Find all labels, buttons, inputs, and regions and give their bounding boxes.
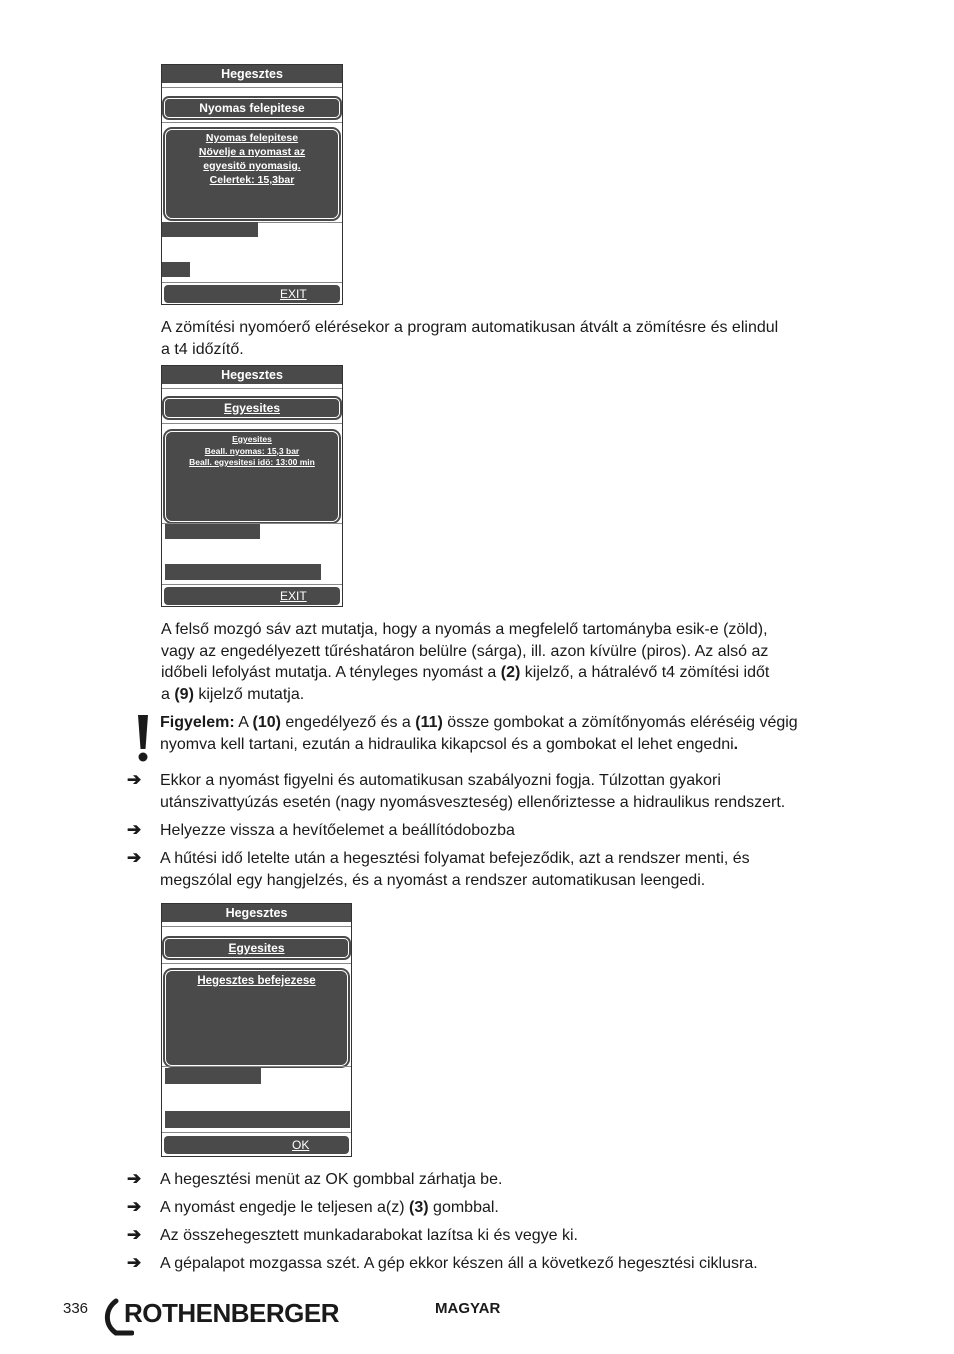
brand-logo: ROTHENBERGER [124, 1298, 340, 1328]
message-line: Beall. egyesitesi idö: 13:00 min [189, 457, 315, 467]
reference-number: (3) [409, 1199, 429, 1216]
pressure-bar [165, 1068, 261, 1084]
text-line: a t4 időzítő. [161, 340, 244, 358]
arrow-bullet-icon: ➔ [127, 1197, 142, 1216]
bullet-item: A gépalapot mozgassa szét. A gép ekkor készen áll a következő hegesztési ciklusra. [160, 1255, 758, 1272]
exclamation-icon [136, 713, 150, 763]
message-box [165, 129, 339, 219]
bullet-item [160, 770, 785, 813]
exit-label: EXIT [280, 589, 307, 603]
pressure-bar [162, 222, 258, 237]
exit-button[interactable] [164, 285, 340, 303]
warning-label: Figyelem: [160, 714, 235, 731]
message-line: Növelje a nyomast az [198, 146, 306, 158]
menu-item-joining[interactable]: Egyesites [164, 938, 349, 958]
message-line: Nyomas felepitese [205, 132, 299, 144]
text-run: nyomva kell tartani, ezután a hidraulika kikapcsol és a gombokat el lehet engedni [160, 735, 734, 753]
menu-item-joining[interactable]: Egyesites [164, 398, 340, 418]
arrow-bullet-icon: ➔ [127, 1169, 142, 1188]
exit-button[interactable] [164, 587, 340, 605]
message-line: Beall. nyomas: 15,3 bar [204, 445, 300, 456]
text-line: megszólal egy hangjelzés, és a nyomást a rendszer automatikusan leengedi. [160, 871, 706, 889]
menu-item-pressure-buildup[interactable]: Nyomas felepitese [164, 98, 340, 118]
screen-title: Hegesztes [162, 366, 342, 384]
text-run: kijelző mutatja. [193, 685, 305, 703]
text-run: gombbal. [428, 1199, 499, 1216]
message-box [165, 431, 339, 522]
page-number: 336 [63, 1300, 89, 1317]
time-bar [165, 564, 321, 580]
message-line: egyesitö nyomasig. [203, 160, 301, 172]
reference-number: (9) [174, 685, 194, 703]
bullet-item: Helyezze vissza a hevítőelemet a beállítódobozba [160, 822, 515, 839]
text-line: utánszivattyúzás esetén (nagy nyomásveszteség) ellenőriztesse a hidraulikus rendszert. [160, 793, 786, 811]
ok-button[interactable] [164, 1136, 349, 1154]
text-line: vagy az engedélyezett tűréshatáron belülre (sárga), ill. azon kívülre (piros). Az alsó az [161, 642, 769, 660]
arrow-bullet-icon: ➔ [127, 820, 142, 839]
warning-note [160, 712, 798, 755]
bullet-item [160, 1197, 499, 1219]
text-run: A nyomást engedje le teljesen a(z) [160, 1199, 410, 1216]
reference-number: (11) [415, 714, 443, 731]
text-run: . [733, 735, 739, 753]
text-run: időbeli lefolyást mutatja. A tényleges nyomást a [161, 664, 501, 681]
device-screen-joining [161, 365, 343, 607]
device-screen-pressure-buildup [161, 64, 343, 305]
pressure-bar [165, 524, 260, 539]
language-label: MAGYAR [435, 1300, 501, 1317]
time-bar [165, 1111, 350, 1128]
arrow-bullet-icon: ➔ [127, 1253, 142, 1272]
bullet-item: A hegesztési menüt az OK gombbal zárhatja be. [160, 1171, 503, 1188]
text-run: engedélyező és a [280, 714, 416, 731]
message-line: Egyesites [232, 434, 272, 444]
device-screen-welding-finished [161, 903, 352, 1157]
screen-title: Hegesztes [162, 904, 351, 922]
text-run: A [234, 714, 253, 731]
ok-label: OK [292, 1138, 310, 1152]
text-line: A zömítési nyomóerő elérésekor a program automatikusan átvált a zömítésre és elindul [161, 319, 779, 336]
bullet-item [160, 848, 750, 891]
paragraph [161, 619, 769, 705]
arrow-bullet-icon: ➔ [127, 1225, 142, 1244]
exit-label: EXIT [280, 287, 307, 301]
paragraph [161, 317, 778, 360]
arrow-bullet-icon: ➔ [127, 770, 142, 789]
text-line: A felső mozgó sáv azt mutatja, hogy a nyomás a megfelelő tartományba esik-e (zöld), [161, 621, 768, 638]
text-line: A hűtési idő letelte után a hegesztési folyamat befejeződik, azt a rendszer menti, és [160, 850, 750, 867]
text-line: Ekkor a nyomást figyelni és automatikusan szabályozni fogja. Túlzottan gyakori [160, 772, 721, 789]
reference-number: (10) [252, 714, 281, 731]
message-line: Celertek: 15,3bar [209, 174, 295, 186]
reference-number: (2) [500, 664, 521, 681]
screen-title: Hegesztes [162, 65, 342, 83]
arrow-bullet-icon: ➔ [127, 848, 142, 867]
text-run: kijelző, a hátralévő t4 zömítési időt [520, 664, 770, 681]
message-box [165, 970, 348, 1066]
text-run: a [161, 685, 175, 703]
message-line: Hegesztes befejezese [197, 975, 316, 987]
text-run: össze gombokat a zömítőnyomás eléréséig végig [442, 714, 798, 731]
time-bar [162, 262, 190, 277]
bullet-item: Az összehegesztett munkadarabokat lazítsa ki és vegye ki. [160, 1227, 578, 1244]
